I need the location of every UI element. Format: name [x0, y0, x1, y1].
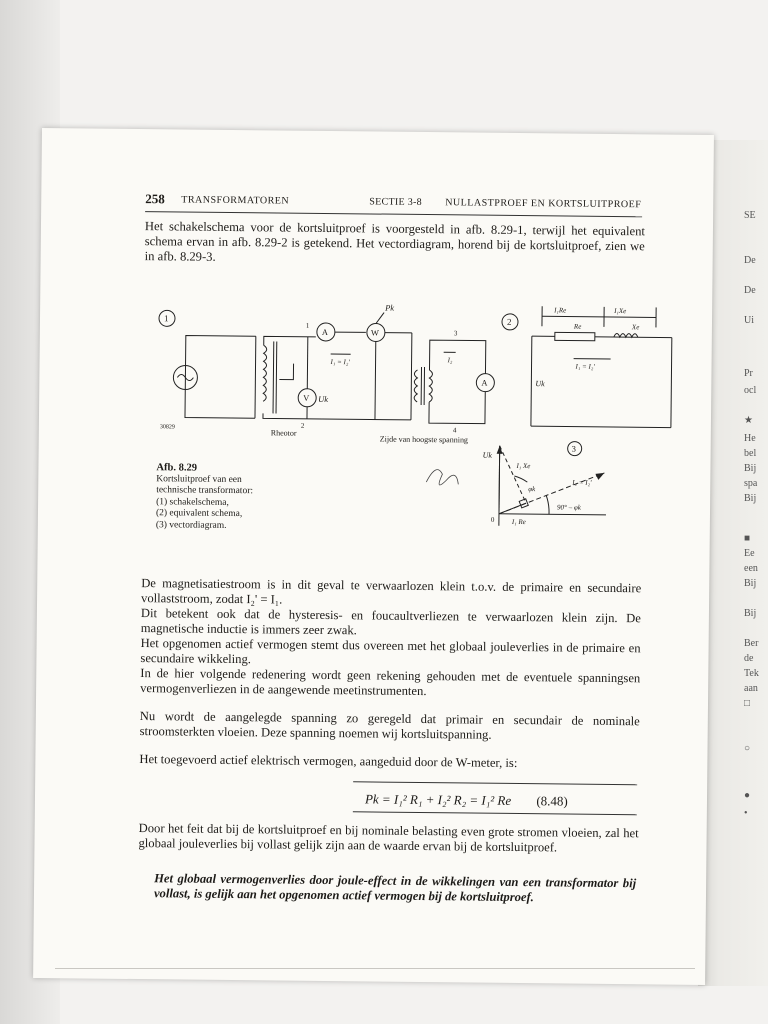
caption-title: Afb. 8.29 [156, 462, 198, 474]
figure-code: 30829 [159, 424, 175, 431]
next-page-fragment: een [744, 563, 758, 574]
paragraph: Nu wordt de aangelegde spanning zo geregeld dat primair en secundair de nominale stroomsterkten vloeien. Deze spanning noemen wij kortsluitspanning. [139, 709, 640, 742]
caption-line: Kortsluitproef van een [156, 473, 242, 485]
current-label: I₁ = I₂' [330, 358, 350, 367]
next-page-fragment: ocl [744, 385, 757, 396]
next-page-fragment: □ [744, 698, 751, 709]
formula-rule-top [353, 781, 637, 785]
next-page-fragment: Bij [744, 463, 757, 474]
page-number: 258 [145, 191, 165, 207]
next-page-fragment: Ee [744, 548, 755, 559]
re-label: Re [573, 322, 582, 331]
pk-label: Pk [385, 302, 395, 313]
paragraph: Dit betekent ook dat de hysteresis- en foucaultverliezen te verwaarlozen klein zijn. De magnetische inductie is immers zeer zwak. [140, 606, 641, 638]
vec-angle-label: 90° – φk [557, 503, 581, 512]
voltmeter-label: V [303, 392, 310, 403]
paragraph: Het opgenomen actief vermogen stemt dus overeen met het globaal jouleverlies in de primaire en secundaire wikkeling. [140, 636, 641, 667]
uk-eq-label: Uk [535, 379, 545, 389]
vec-origin-label: 0 [490, 515, 495, 524]
formula-rule-bottom [353, 811, 637, 815]
node-2: 2 [300, 421, 305, 430]
paragraph: Door het feit dat bij de kortsluitproef en bij nominale belasting even grote stromen vloeien, zal het globaal jouleverlies bij vollast gelijk zijn aan de waarde ervan bij de kortsluitproef. [138, 821, 639, 855]
next-page-fragment: De [744, 255, 756, 266]
i1xe-dim-label: I₁Xe [614, 307, 627, 316]
uk-label: Uk [318, 393, 329, 405]
next-page-fragment: Bij [744, 608, 757, 619]
figure-caption [156, 462, 317, 533]
next-page-fragment: Ui [744, 315, 754, 326]
caption-line: (3) vectordiagram. [155, 519, 227, 531]
next-page-fragment: ■ [744, 533, 751, 544]
next-page-fragment: De [744, 285, 756, 296]
chapter-title: TRANSFORMATOREN [181, 194, 290, 207]
formula-text: Pk = I₁² R₁ + I₂² R₂ = I₁² Re [364, 791, 512, 808]
current-eq-label: I₁ = I₂' [575, 362, 595, 371]
ammeter-secondary-label: A [481, 377, 488, 388]
current-secondary-label: I₂ [447, 356, 453, 365]
next-page-fragment: He [744, 433, 756, 444]
formula-8-48 [365, 791, 568, 809]
caption-line: technische transformator: [156, 485, 254, 497]
next-page-fragment: ★ [744, 415, 753, 426]
next-page-fragment: de [744, 653, 754, 664]
vec-uk-label: Uk [482, 450, 492, 460]
formula-reference: (8.48) [536, 793, 568, 809]
node-3: 3 [453, 329, 458, 338]
caption-line: (2) equivalent schema, [155, 508, 243, 520]
next-page-fragment: ○ [744, 743, 751, 754]
rheotor-label: Rheotor [270, 428, 297, 438]
zijde-label: Zijde van hoogste spanning [379, 434, 469, 445]
paragraph: In de hier volgende redenering wordt geen rekening gehouden met de eventuele spanningsen vermogenverliezen in de aangewende meetinstrumenten. [140, 666, 641, 699]
book-page [33, 128, 714, 985]
pencil-scribble [426, 470, 458, 486]
vec-i1xe-label: I₁ Xe [516, 461, 531, 471]
vec-i1re-label: I₁ Re [511, 517, 526, 527]
next-page-fragment: ● [744, 790, 751, 801]
header-rule [145, 211, 642, 217]
section-number: SECTIE 3-8 [369, 196, 423, 208]
next-page-fragment: • [744, 808, 748, 819]
label-2: 2 [506, 316, 512, 327]
ammeter-label: A [321, 326, 329, 338]
xe-label: Xe [631, 323, 640, 332]
label-3: 3 [571, 443, 576, 454]
next-page-fragment: Ber [744, 638, 759, 649]
next-page-fragment: Bij [744, 578, 757, 589]
i1re-dim-label: I₁Re [554, 306, 567, 315]
node-1: 1 [305, 321, 310, 330]
node-4: 4 [452, 426, 457, 435]
key-statement: Het globaal vermogenverlies door joule-effect in de wikkelingen van een transformator bij vollast, is gelijk aan het opgenomen actief vermogen bij de kortsluitproef. [153, 871, 637, 905]
paragraph: Het toegevoerd actief elektrisch vermogen, aangeduid door de W-meter, is: [139, 752, 518, 771]
next-page-fragment: aan [744, 683, 758, 694]
running-header [145, 191, 645, 212]
caption-line: (1) schakelschema, [156, 496, 229, 508]
vec-phik-label: φk [528, 485, 536, 494]
wattmeter-label: W [370, 327, 379, 338]
next-page-fragment: bel [744, 448, 757, 459]
intro-paragraph: Het schakelschema voor de kortsluitproef is voorgesteld in afb. 8.29-1, terwijl het equivalent schema ervan in afb. 8.29-2 is getekend. Het vectordiagram, horend bij de kortsluitproef, zien we in afb. 8.29-3. [144, 219, 646, 264]
next-page-fragment: SE [744, 210, 756, 221]
paragraph: De magnetisatiestroom is in dit geval te verwaarlozen klein t.o.v. de primaire en secundaire vollaststroom, zodat I₂' = I₁. [141, 576, 642, 607]
next-page-fragment: Tek [744, 668, 759, 679]
label-1: 1 [163, 313, 169, 324]
next-page-fragment: Pr [744, 368, 753, 379]
next-page-fragment: spa [744, 478, 758, 489]
page-stack-edge [55, 968, 695, 983]
next-page-fragment: Bij [744, 493, 757, 504]
section-title: NULLASTPROEF EN KORTSLUITPROEF [445, 197, 642, 211]
vec-i1-label: I₁ = I₂' [572, 478, 592, 487]
